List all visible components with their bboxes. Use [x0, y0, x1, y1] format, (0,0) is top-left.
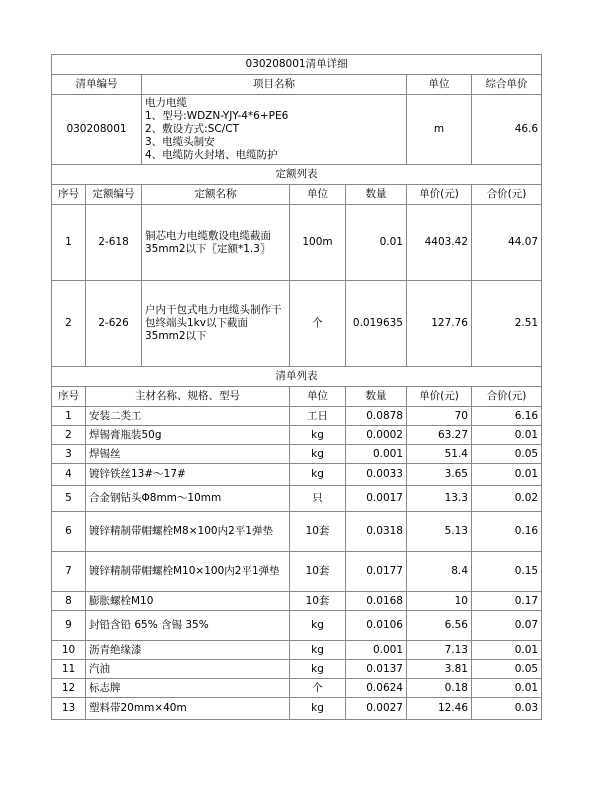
material-total: 0.05	[472, 660, 542, 679]
quota-header-name: 定额名称	[142, 185, 290, 205]
material-unit: kg	[290, 698, 346, 720]
quota-name: 户内干包式电力电缆头制作干包终端头1kv以下截面35mm2以下	[142, 281, 290, 367]
material-total: 0.05	[472, 445, 542, 464]
material-seq: 11	[52, 660, 86, 679]
material-unit: kg	[290, 660, 346, 679]
material-unit: 10套	[290, 512, 346, 552]
material-name: 安装二类工	[86, 407, 290, 426]
material-header-price: 单价(元)	[407, 387, 472, 407]
material-price: 8.4	[407, 552, 472, 592]
material-header-seq: 序号	[52, 387, 86, 407]
material-unit: kg	[290, 464, 346, 486]
bill-name-line: 电力电缆	[145, 97, 187, 109]
material-qty: 0.0137	[346, 660, 407, 679]
bill-name-line: 2、敷设方式:SC/CT	[145, 123, 239, 135]
bill-name	[142, 95, 407, 165]
material-name: 沥青绝缘漆	[86, 641, 290, 660]
material-unit: kg	[290, 445, 346, 464]
material-total: 0.16	[472, 512, 542, 552]
material-seq: 6	[52, 512, 86, 552]
material-price: 6.56	[407, 611, 472, 641]
header-unit-price: 综合单价	[472, 75, 542, 95]
material-unit: kg	[290, 611, 346, 641]
quota-header-code: 定额编号	[86, 185, 142, 205]
material-qty: 0.0002	[346, 426, 407, 445]
material-name: 镀锌铁丝13#～17#	[86, 464, 290, 486]
material-row	[52, 592, 542, 611]
material-unit: 工日	[290, 407, 346, 426]
material-row	[52, 407, 542, 426]
material-price: 51.4	[407, 445, 472, 464]
bill-name-line: 4、电缆防火封堵、电缆防护	[145, 149, 278, 161]
bill-name-line: 1、型号:WDZN-YJY-4*6+PE6	[145, 110, 289, 122]
bill-unit: m	[407, 95, 472, 165]
material-row	[52, 426, 542, 445]
material-unit: 10套	[290, 552, 346, 592]
quota-row	[52, 205, 542, 281]
material-qty: 0.0177	[346, 552, 407, 592]
quota-qty: 0.01	[346, 205, 407, 281]
material-price: 7.13	[407, 641, 472, 660]
quota-header-qty: 数量	[346, 185, 407, 205]
material-total: 0.01	[472, 426, 542, 445]
material-qty: 0.0624	[346, 679, 407, 698]
material-seq: 7	[52, 552, 86, 592]
material-qty: 0.0318	[346, 512, 407, 552]
material-unit: kg	[290, 426, 346, 445]
quota-section-title: 定额列表	[52, 165, 542, 185]
quota-row	[52, 281, 542, 367]
quota-code: 2-626	[86, 281, 142, 367]
material-header-qty: 数量	[346, 387, 407, 407]
material-row	[52, 679, 542, 698]
material-row	[52, 552, 542, 592]
material-price: 13.3	[407, 486, 472, 512]
material-row	[52, 611, 542, 641]
material-seq: 9	[52, 611, 86, 641]
material-row	[52, 445, 542, 464]
bill-name-line: 3、电缆头制安	[145, 136, 215, 148]
quota-code: 2-618	[86, 205, 142, 281]
header-bill-code: 清单编号	[52, 75, 142, 95]
material-total: 6.16	[472, 407, 542, 426]
header-item-name: 项目名称	[142, 75, 407, 95]
quota-header-unit: 单位	[290, 185, 346, 205]
material-price: 3.81	[407, 660, 472, 679]
material-price: 0.18	[407, 679, 472, 698]
material-total: 0.01	[472, 641, 542, 660]
material-rows	[52, 407, 542, 720]
material-seq: 8	[52, 592, 86, 611]
material-name: 合金钢钻头Φ8mm～10mm	[86, 486, 290, 512]
bill-code: 030208001	[52, 95, 142, 165]
material-qty: 0.0168	[346, 592, 407, 611]
quota-total: 2.51	[472, 281, 542, 367]
quota-unit: 100m	[290, 205, 346, 281]
material-seq: 4	[52, 464, 86, 486]
material-unit: kg	[290, 641, 346, 660]
material-price: 5.13	[407, 512, 472, 552]
quota-name: 铜芯电力电缆敷设电缆截面35mm2以下〖定额*1.3〗	[142, 205, 290, 281]
material-qty: 0.0033	[346, 464, 407, 486]
quota-header-total: 合价(元)	[472, 185, 542, 205]
material-header-unit: 单位	[290, 387, 346, 407]
material-total: 0.15	[472, 552, 542, 592]
material-seq: 12	[52, 679, 86, 698]
material-name: 膨胀螺栓M10	[86, 592, 290, 611]
material-total: 0.03	[472, 698, 542, 720]
material-seq: 10	[52, 641, 86, 660]
material-row	[52, 660, 542, 679]
header-unit: 单位	[407, 75, 472, 95]
material-header-row	[52, 387, 542, 407]
material-price: 10	[407, 592, 472, 611]
material-header-name: 主材名称、规格、型号	[86, 387, 290, 407]
material-seq: 3	[52, 445, 86, 464]
quota-price: 127.76	[407, 281, 472, 367]
material-qty: 0.0017	[346, 486, 407, 512]
material-seq: 13	[52, 698, 86, 720]
material-qty: 0.001	[346, 445, 407, 464]
material-name: 标志牌	[86, 679, 290, 698]
material-unit: 个	[290, 679, 346, 698]
material-unit: 只	[290, 486, 346, 512]
material-seq: 5	[52, 486, 86, 512]
material-total: 0.17	[472, 592, 542, 611]
material-header-total: 合价(元)	[472, 387, 542, 407]
quota-price: 4403.42	[407, 205, 472, 281]
material-row	[52, 641, 542, 660]
bill-row	[52, 95, 542, 165]
material-total: 0.01	[472, 679, 542, 698]
material-name: 塑料带20mm×40m	[86, 698, 290, 720]
material-qty: 0.001	[346, 641, 407, 660]
material-price: 12.46	[407, 698, 472, 720]
material-total: 0.02	[472, 486, 542, 512]
quota-header-price: 单价(元)	[407, 185, 472, 205]
material-name: 封铅含铅 65% 含锡 35%	[86, 611, 290, 641]
quota-qty: 0.019635	[346, 281, 407, 367]
quota-header-seq: 序号	[52, 185, 86, 205]
quota-total: 44.07	[472, 205, 542, 281]
bill-header-row	[52, 75, 542, 95]
material-total: 0.01	[472, 464, 542, 486]
material-row	[52, 698, 542, 720]
material-price: 3.65	[407, 464, 472, 486]
material-qty: 0.0878	[346, 407, 407, 426]
material-name: 焊锡膏瓶装50g	[86, 426, 290, 445]
material-seq: 2	[52, 426, 86, 445]
material-name: 镀锌精制带帽螺栓M10×100内2平1弹垫	[86, 552, 290, 592]
material-section-title: 清单列表	[52, 367, 542, 387]
material-row	[52, 512, 542, 552]
bill-detail-table	[51, 54, 542, 720]
material-row	[52, 486, 542, 512]
bill-price: 46.6	[472, 95, 542, 165]
quota-unit: 个	[290, 281, 346, 367]
material-row	[52, 464, 542, 486]
table-title: 030208001清单详细	[52, 55, 542, 75]
material-price: 70	[407, 407, 472, 426]
quota-seq: 1	[52, 205, 86, 281]
material-total: 0.07	[472, 611, 542, 641]
quota-seq: 2	[52, 281, 86, 367]
material-name: 焊锡丝	[86, 445, 290, 464]
material-price: 63.27	[407, 426, 472, 445]
material-seq: 1	[52, 407, 86, 426]
material-unit: 10套	[290, 592, 346, 611]
material-qty: 0.0106	[346, 611, 407, 641]
material-qty: 0.0027	[346, 698, 407, 720]
quota-header-row	[52, 185, 542, 205]
material-name: 汽油	[86, 660, 290, 679]
material-name: 镀锌精制带帽螺栓M8×100内2平1弹垫	[86, 512, 290, 552]
